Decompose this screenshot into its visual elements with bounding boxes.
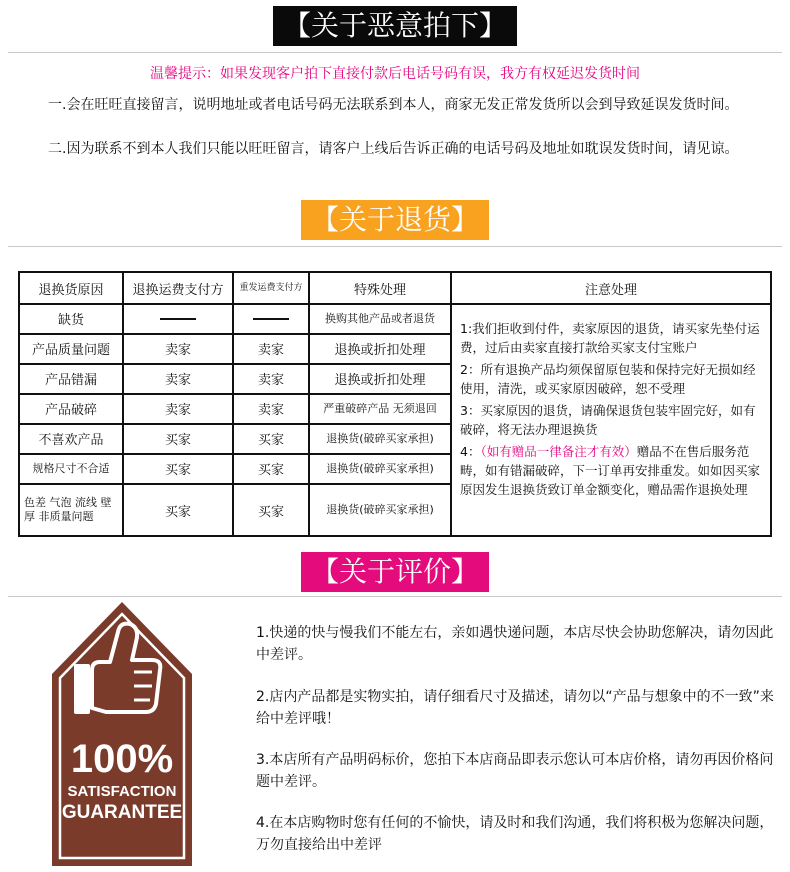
dash-mark [160,318,196,320]
header-special: 特殊处理 [309,272,451,304]
note-4-highlight: （如有赠品一律备注才有效） [480,444,637,459]
cell-fee [123,304,233,334]
paragraph-2: 二.因为联系不到本人我们只能以旺旺留言，请客户上线后告诉正确的电话号码及地址如耽误发货时间，请见谅。 [48,141,739,157]
note-4-rest: 赠品不在售后服务范畴，如有错漏破碎，下一订单再安排重发。如如因买家原因发生退换货致订单金额变化，赠品需作退换处理 [460,444,761,497]
cell-fee: 买家 [123,484,233,536]
cell-resend: 买家 [233,454,309,484]
cell-resend: 买家 [233,484,309,536]
cell-reason: 缺货 [19,304,123,334]
dash-mark [253,318,289,320]
cell-special: 退换或折扣处理 [309,334,451,364]
cell-reason: 不喜欢产品 [19,424,123,454]
note-2: 2：所有退换产品均须保留原包装和保持完好无损如经使用，清洗，或买家原因破碎，恕不受理 [460,362,756,396]
cell-fee: 买家 [123,454,233,484]
cell-resend: 卖家 [233,394,309,424]
review-note-1: 1.快递的快与慢我们不能左右，亲如遇快递问题，本店尽快会协助您解决，请勿因此中差评。 [256,625,774,663]
cell-reason: 产品错漏 [19,364,123,394]
cell-reason: 产品质量问题 [19,334,123,364]
cell-fee: 卖家 [123,394,233,424]
cell-special: 严重破碎产品 无须退回 [309,394,451,424]
cell-special: 退换或折扣处理 [309,364,451,394]
badge-line1: SATISFACTION [67,783,177,800]
note-1: 1:我们拒收到付件，卖家原因的退货，请买家先垫付运费，过后由卖家直接打款给买家支付宝账户 [460,321,760,355]
header-notes: 注意处理 [451,272,771,304]
banner-title: 【关于退货】 [301,200,489,240]
paragraph-1: 一.会在旺旺直接留言，说明地址或者电话号码无法联系到本人，商家无发正常发货所以会到导致延误发货时间。 [48,97,739,113]
cell-resend: 买家 [233,424,309,454]
header-fee: 退换运费支付方 [123,272,233,304]
divider-line [8,52,782,53]
banner-title: 【关于评价】 [301,552,489,592]
cell-resend: 卖家 [233,364,309,394]
section-banner-malicious [0,6,790,46]
warm-tip: 温馨提示：如果发现客户拍下直接付款后电话号码有误，我方有权延迟发货时间 [150,66,640,82]
divider-line [8,246,782,247]
section-banner-reviews [0,552,790,592]
note-4-prefix: 4： [460,444,481,459]
returns-table [18,271,772,537]
header-resend-label: 重发运费支付方 [239,282,303,293]
badge-percent: 100% [70,737,174,781]
review-note-3: 3.本店所有产品明码标价，您拍下本店商品即表示您认可本店价格，请勿再因价格问题中差评。 [256,752,774,790]
review-note-4: 4.在本店购物时您有任何的不愉快，请及时和我们沟通，我们将积极为您解决问题，万勿直接给出中差评 [256,815,774,853]
cell-reason: 产品破碎 [19,394,123,424]
note-4 [460,442,762,499]
table-header-row [19,272,771,304]
cell-special: 退换货(破碎买家承担) [309,484,451,536]
cell-reason: 色差 气泡 流线 壁厚 非质量问题 [19,484,123,536]
badge-line2: GUARANTEE [61,802,183,823]
cell-fee: 卖家 [123,334,233,364]
header-reason: 退换货原因 [19,272,123,304]
divider-line [8,596,782,597]
cell-resend [233,304,309,334]
satisfaction-guarantee-badge [48,600,196,868]
review-note-2: 2.店内产品都是实物实拍，请仔细看尺寸及描述，请勿以“产品与想象中的不一致”来给中差评哦！ [256,689,774,727]
section-banner-returns [0,200,790,240]
cell-fee: 买家 [123,424,233,454]
header-resend [233,272,309,304]
cell-fee: 卖家 [123,364,233,394]
note-3: 3：买家原因的退货，请确保退货包装牢固完好，如有破碎，将无法办理退换货 [460,403,756,437]
notes-cell [451,304,771,536]
cell-reason: 规格尺寸不合适 [19,454,123,484]
cell-special: 换购其他产品或者退货 [309,304,451,334]
cell-special: 退换货(破碎买家承担) [309,454,451,484]
table-row [19,304,771,334]
cell-special: 退换货(破碎买家承担) [309,424,451,454]
banner-title: 【关于恶意拍下】 [273,6,517,46]
cell-resend: 卖家 [233,334,309,364]
